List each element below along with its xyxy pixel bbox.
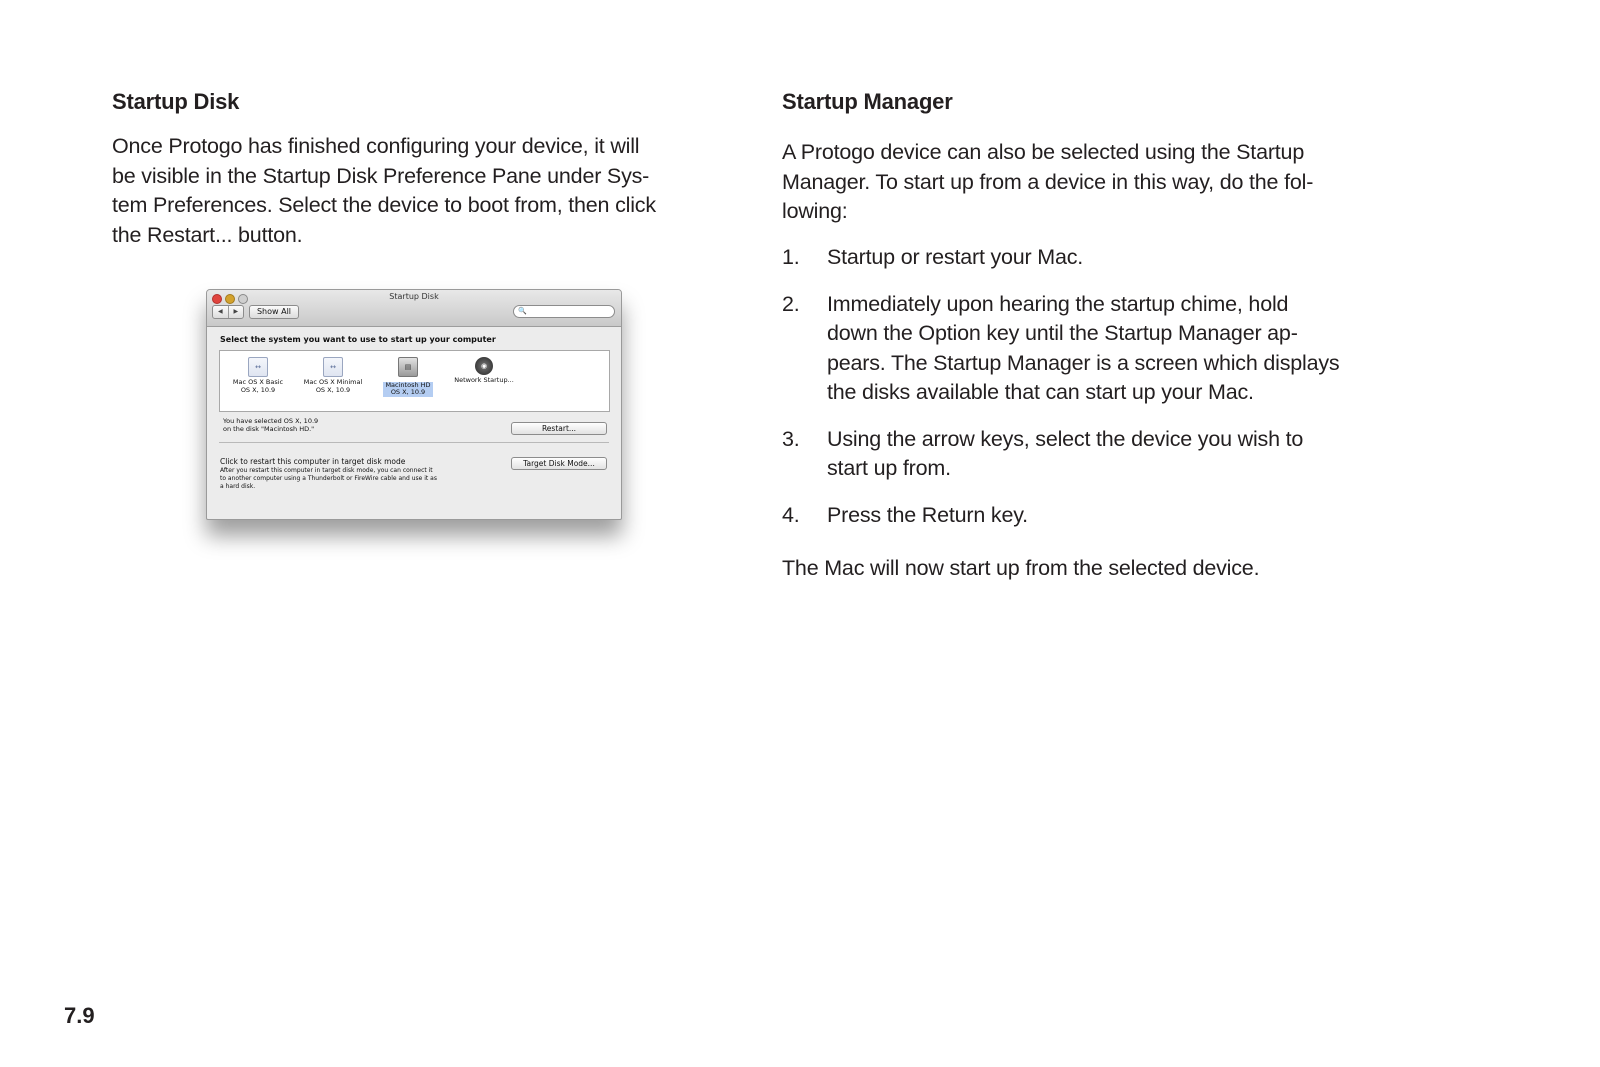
disk-label: Mac OS X Minimal OS X, 10.9: [303, 378, 363, 394]
disk-item-network-startup[interactable]: [447, 357, 521, 385]
search-icon: 🔍: [518, 307, 527, 315]
step-text: Press the Return key.: [827, 502, 1028, 527]
step-text: pears. The Startup Manager is a screen which displays: [827, 350, 1340, 375]
back-arrow-icon[interactable]: ◀: [217, 308, 223, 315]
target-disk-mode-title: Click to restart this computer in target disk mode: [220, 457, 406, 466]
select-system-label: Select the system you want to use to start up your computer: [220, 335, 496, 344]
startup-disk-paragraph: [112, 132, 732, 250]
target-disk-mode-description: After you restart this computer in target disk mode, you can connect it to another computer using a Thunderbolt or FireWire cable and use it as a hard disk.: [220, 467, 437, 490]
startup-disk-list: [219, 350, 610, 412]
list-item: [782, 290, 1402, 408]
list-item: [782, 501, 1402, 531]
step-number: 1.: [782, 245, 800, 269]
forward-arrow-icon[interactable]: ▶: [228, 306, 244, 318]
paragraph-line: be visible in the Startup Disk Preference Pane under Sys-: [112, 163, 650, 188]
paragraph-line: lowing:: [782, 199, 848, 223]
restart-button[interactable]: Restart...: [511, 422, 607, 435]
closing-paragraph: The Mac will now start up from the selected device.: [782, 556, 1260, 580]
step-text: Startup or restart your Mac.: [827, 245, 1084, 269]
target-disk-mode-button[interactable]: Target Disk Mode...: [511, 457, 607, 470]
os-installer-icon: ↔: [323, 357, 343, 377]
page-number: 7.9: [64, 1003, 95, 1028]
divider: [219, 442, 609, 443]
step-number: 4.: [782, 502, 800, 527]
step-text: Using the arrow keys, select the device you wish to: [827, 426, 1304, 451]
disk-item-mac-os-x-basic[interactable]: [221, 357, 295, 394]
startup-disk-window-screenshot: [206, 289, 622, 520]
paragraph-line: A Protogo device can also be selected using the Startup: [782, 140, 1305, 164]
step-text: down the Option key until the Startup Manager ap-: [827, 321, 1298, 345]
selected-disk-status: You have selected OS X, 10.9 on the disk "Macintosh HD.": [223, 417, 319, 433]
startup-manager-heading: Startup Manager: [782, 89, 953, 114]
disk-label-selected: Macintosh HD OS X, 10.9: [385, 380, 431, 396]
paragraph-line: Manager. To start up from a device in this way, do the fol-: [782, 169, 1314, 194]
startup-manager-intro: [782, 138, 1402, 227]
window-title: Startup Disk: [389, 292, 439, 301]
paragraph-line: tem Preferences. Select the device to boot from, then click: [112, 193, 656, 217]
list-item: [782, 425, 1402, 484]
show-all-button[interactable]: Show All: [249, 305, 299, 319]
paragraph-line: the Restart... button.: [112, 222, 303, 247]
step-text: start up from.: [827, 456, 951, 480]
disk-item-mac-os-x-minimal[interactable]: [296, 357, 370, 394]
search-field[interactable]: [513, 305, 615, 318]
disk-label: Mac OS X Basic OS X, 10.9: [232, 378, 284, 394]
hard-drive-icon: ▤: [398, 357, 418, 377]
startup-disk-heading: Startup Disk: [112, 89, 240, 114]
window-toolbar: [207, 290, 621, 327]
os-installer-icon: ↔: [248, 357, 268, 377]
disk-label: Network Startup...: [454, 376, 514, 384]
paragraph-line: Once Protogo has finished configuring your device, it will: [112, 134, 640, 158]
list-item: [782, 243, 1402, 273]
step-number: 3.: [782, 426, 800, 451]
step-text: Immediately upon hearing the startup chime, hold: [827, 291, 1289, 316]
step-number: 2.: [782, 291, 800, 316]
step-text: the disks available that can start up your Mac.: [827, 380, 1254, 404]
startup-steps-list: [782, 243, 1402, 547]
network-globe-icon: ◉: [475, 357, 493, 375]
back-forward-buttons[interactable]: [212, 305, 244, 319]
disk-item-macintosh-hd[interactable]: [371, 357, 445, 398]
